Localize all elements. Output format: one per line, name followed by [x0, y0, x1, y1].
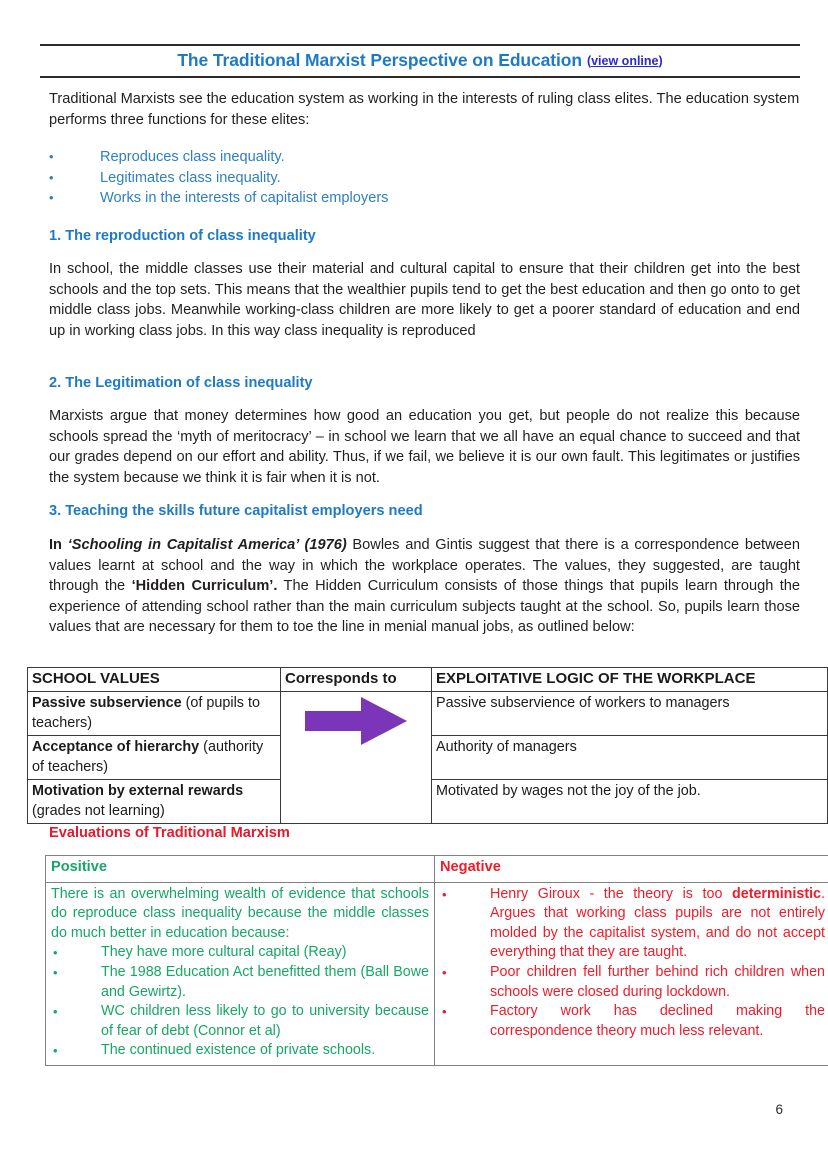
evaluations-body-row	[46, 882, 828, 1065]
table-header-row	[28, 668, 828, 692]
list-item-label: Factory work has declined making the correspondence theory much less relevant.	[490, 1003, 825, 1039]
list-item	[440, 1002, 825, 1041]
school-value-term: Acceptance of hierarchy	[32, 739, 200, 755]
list-item-label: WC children less likely to go to university because of fear of debt (Connor et al)	[101, 1003, 429, 1039]
book-title: ‘Schooling in Capitalist America’ (1976)	[67, 537, 347, 553]
school-value-term: Passive subservience	[32, 695, 182, 711]
header-rule-top	[40, 44, 800, 46]
column-header-school-values: SCHOOL VALUES	[28, 668, 281, 692]
section-heading-3: 3. Teaching the skills future capitalist employers need	[49, 503, 423, 519]
list-item-label: The 1988 Education Act benefitted them (Ball Bowe and Gewirtz).	[101, 963, 429, 1000]
page-title: The Traditional Marxist Perspective on Education	[177, 50, 582, 70]
evaluations-header-row	[46, 856, 828, 883]
bullet-icon: •	[53, 945, 58, 961]
evaluations-heading: Evaluations of Traditional Marxism	[49, 825, 290, 841]
list-item-label: Legitimates class inequality.	[100, 169, 281, 186]
school-value-cell	[28, 780, 281, 824]
school-value-cell	[28, 692, 281, 736]
column-header-corresponds-to: Corresponds to	[281, 668, 432, 692]
column-header-workplace: EXPLOITATIVE LOGIC OF THE WORKPLACE	[432, 668, 828, 692]
bullet-icon: •	[49, 149, 54, 164]
school-value-term: Motivation by external rewards	[32, 783, 244, 799]
list-item	[51, 1041, 429, 1061]
school-value-detail: (of pupils to teachers)	[32, 695, 260, 731]
bullet-icon: •	[442, 1004, 447, 1020]
list-item-label: Poor children fell further behind rich children when schools were closed during lockdown.	[490, 963, 825, 1000]
correspondence-table	[27, 667, 828, 824]
link-close-paren: )	[658, 54, 663, 68]
list-item-label: Henry Giroux - the theory is too	[490, 885, 733, 902]
view-online-link[interactable]: view online	[591, 54, 659, 68]
school-value-detail: (grades not learning)	[32, 803, 165, 819]
negative-cell	[435, 882, 828, 1065]
hidden-curriculum-term: ‘Hidden Curriculum’.	[131, 578, 278, 594]
positive-intro: There is an overwhelming wealth of evidence that schools do reproduce class inequality because the middle classes do much better in education because:	[51, 885, 429, 941]
school-value-detail: (authority of teachers)	[32, 739, 264, 775]
positive-cell	[46, 882, 435, 1065]
workplace-logic-cell: Passive subservience of workers to managers	[432, 692, 828, 736]
section-body-1: In school, the middle classes use their material and cultural capital to ensure that their children get into the best schools and the top sets. This means that the wealthier pupils tend to get the best education and then go onto to get middle class jobs. Meanwhile working-class children are more likely to get a poorer standard of education and end up in working class jobs. In this way class inequality is reproduced	[49, 261, 800, 339]
page-number: 6	[775, 1102, 783, 1117]
list-item	[440, 963, 825, 1002]
list-item	[49, 188, 649, 209]
view-online-link-wrapper	[587, 54, 663, 68]
table-row	[28, 692, 828, 736]
bullet-icon: •	[49, 169, 54, 185]
header-rule-bottom	[40, 76, 800, 78]
list-item	[51, 963, 429, 1002]
list-item	[440, 885, 825, 963]
document-header	[40, 44, 800, 78]
column-header-positive: Positive	[46, 856, 435, 883]
link-open-paren: (	[586, 54, 592, 68]
list-item-label: They have more cultural capital (Reay)	[101, 944, 347, 961]
bullet-icon: •	[442, 886, 447, 902]
section3-mid-text: Bowles and Gintis suggest that there is a correspondence between values learnt at school and the way in which the workplace operates. The values, they suggested, are taught through the	[49, 537, 801, 594]
bullet-icon: •	[53, 964, 58, 980]
section-body-3	[49, 535, 800, 638]
right-arrow-icon	[301, 693, 411, 749]
workplace-logic-cell: Motivated by wages not the joy of the job.	[432, 780, 828, 824]
section-heading-1: 1. The reproduction of class inequality	[49, 228, 316, 244]
title-line	[40, 49, 800, 74]
intro-paragraph: Traditional Marxists see the education system as working in the interests of ruling class elites. The education system performs three functions for these elites:	[49, 91, 800, 128]
list-item-label: Works in the interests of capitalist employers	[100, 190, 389, 207]
section-body-2: Marxists argue that money determines how good an education you get, but people do not realize this because schools spread the ‘myth of meritocracy’ – in school we learn that we all have an equal chance to succeed and that our grades depend on our effort and ability. Thus, if we fail, we believe it is our own fault. This legitimates or justifies the system because we think it is fair when it is not.	[49, 408, 800, 486]
section-heading-2: 2. The Legitimation of class inequality	[49, 375, 313, 391]
list-item	[49, 147, 649, 168]
section3-tail-text: The Hidden Curriculum consists of those things that pupils learn through the experience of attending school rather than the main curriculum subjects taught at the school. So, pupils learn those values that are necessary for them to toe the line in menial manual jobs, as outlined below:	[49, 578, 800, 635]
bullet-icon: •	[53, 1004, 58, 1020]
list-item-label: Reproduces class inequality.	[100, 149, 285, 165]
list-item	[51, 943, 429, 963]
list-item-label: The continued existence of private schools.	[101, 1042, 376, 1059]
section3-in-word: In	[49, 537, 68, 553]
workplace-logic-cell: Authority of managers	[432, 736, 828, 780]
bullet-icon: •	[442, 964, 447, 980]
evaluations-table	[45, 855, 828, 1066]
bullet-icon: •	[53, 1043, 58, 1059]
intro-bullet-list	[49, 147, 649, 209]
list-item-emphasis: deterministic	[732, 885, 822, 902]
school-value-cell	[28, 736, 281, 780]
list-item	[49, 168, 649, 189]
arrow-cell	[281, 692, 432, 824]
list-item	[51, 1002, 429, 1041]
bullet-icon: •	[49, 190, 54, 206]
column-header-negative: Negative	[435, 856, 828, 883]
list-item-label-cont: . Argues that working class pupils are not entirely molded by the capitalist system, and do not accept everything that they are taught.	[490, 885, 825, 961]
